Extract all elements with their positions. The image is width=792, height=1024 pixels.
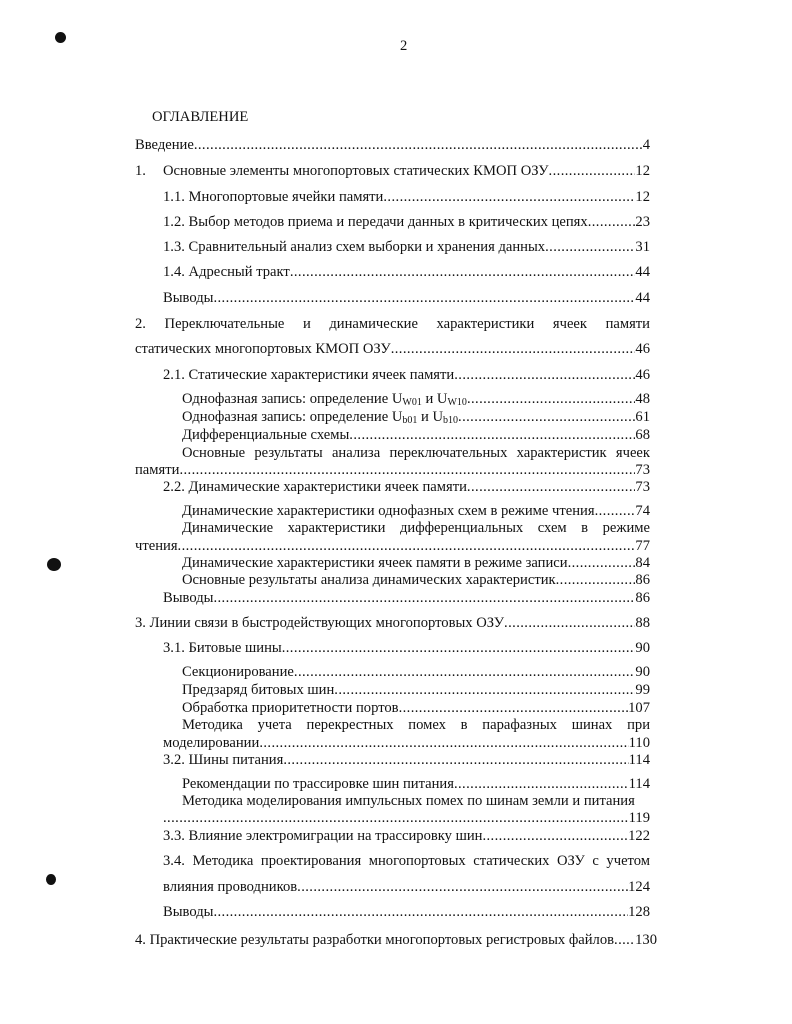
scan-mark bbox=[46, 874, 56, 885]
toc-entry: Динамические характеристики ячеек памяти в режиме записи ..... 84 bbox=[182, 554, 650, 572]
toc-entry: Выводы ..... 86 bbox=[163, 589, 650, 607]
toc-entry: Обработка приоритетности портов ..... 107 bbox=[182, 699, 650, 717]
toc-entry: Однофазная запись: определение $U_{W01}$ и $U_{W10}$ ..... 48 bbox=[182, 390, 650, 408]
toc-entry: 2.2. Динамические характеристики ячеек памяти ..... 73 bbox=[163, 478, 650, 496]
toc-entry: 2.1. Статические характеристики ячеек памяти ..... 46 bbox=[163, 366, 650, 384]
toc-chapter: статических многопортовых КМОП ОЗУ ..... 46 bbox=[135, 340, 650, 358]
toc-entry: Динамические характеристики однофазных схем в режиме чтения ..... 74 bbox=[182, 502, 650, 520]
toc-entry: 1.3. Сравнительный анализ схем выборки и хранения данных ..... 31 bbox=[163, 238, 650, 256]
toc-entry: ..... 119 bbox=[163, 809, 650, 827]
toc-entry: Предзаряд битовых шин ..... 99 bbox=[182, 681, 650, 699]
toc-chapter: 1. Основные элементы многопортовых статических КМОП ОЗУ ..... 12 bbox=[135, 162, 650, 180]
toc-entry-line1: Методика моделирования импульсных помех по шинам земли и питания bbox=[182, 793, 635, 809]
toc-entry: чтения ..... 77 bbox=[135, 537, 650, 555]
toc-entry: 1.1. Многопортовые ячейки памяти ..... 12 bbox=[163, 188, 650, 206]
toc-entry-line1: Динамические характеристики дифференциальных схем в режиме bbox=[182, 520, 650, 536]
toc-entry: 3.1. Битовые шины ..... 90 bbox=[163, 639, 650, 657]
toc-entry: Введение ..... 4 bbox=[135, 136, 650, 154]
toc-entry: Основные результаты анализа динамических характеристик ..... 86 bbox=[182, 571, 650, 589]
toc-entry: Выводы ..... 44 bbox=[163, 289, 650, 307]
toc-entry-line1: Методика учета перекрестных помех в парафазных шинах при bbox=[182, 717, 650, 733]
toc-entry: 1.4. Адресный тракт ..... 44 bbox=[163, 263, 650, 281]
scan-mark bbox=[55, 32, 66, 43]
toc-entry: памяти ..... 73 bbox=[135, 461, 650, 479]
toc-chapter: 3. Линии связи в быстродействующих многопортовых ОЗУ ..... 88 bbox=[135, 614, 650, 632]
page-number: 2 bbox=[400, 38, 408, 54]
scan-mark bbox=[47, 558, 61, 571]
toc-entry: 3.3. Влияние электромиграции на трассировку шин ..... 122 bbox=[163, 827, 650, 845]
toc-entry: Выводы ..... 128 bbox=[163, 903, 650, 921]
toc-entry: Рекомендации по трассировке шин питания ..... 114 bbox=[182, 775, 650, 793]
toc-entry: Дифференциальные схемы ..... 68 bbox=[182, 426, 650, 444]
toc-entry-line1: Основные результаты анализа переключательных характеристик ячеек bbox=[182, 445, 650, 461]
toc-entry: влияния проводников ..... 124 bbox=[163, 878, 650, 896]
toc-chapter-line1: 2. Переключательные и динамические характеристики ячеек памяти bbox=[135, 316, 650, 332]
toc-chapter: 4. Практические результаты разработки многопортовых регистровых файлов ..... 130 bbox=[135, 931, 657, 949]
toc-entry: Секционирование ..... 90 bbox=[182, 663, 650, 681]
toc-entry-line1: 3.4. Методика проектирования многопортовых статических ОЗУ с учетом bbox=[163, 853, 650, 869]
toc-title: ОГЛАВЛЕНИЕ bbox=[152, 109, 249, 125]
toc-entry: 3.2. Шины питания ..... 114 bbox=[163, 751, 650, 769]
toc-entry: Однофазная запись: определение $U_{b01}$ и $U_{b10}$ ..... 61 bbox=[182, 408, 650, 426]
toc-entry: 1.2. Выбор методов приема и передачи данных в критических цепях ..... 23 bbox=[163, 213, 650, 231]
toc-entry: моделировании ..... 110 bbox=[163, 734, 650, 752]
